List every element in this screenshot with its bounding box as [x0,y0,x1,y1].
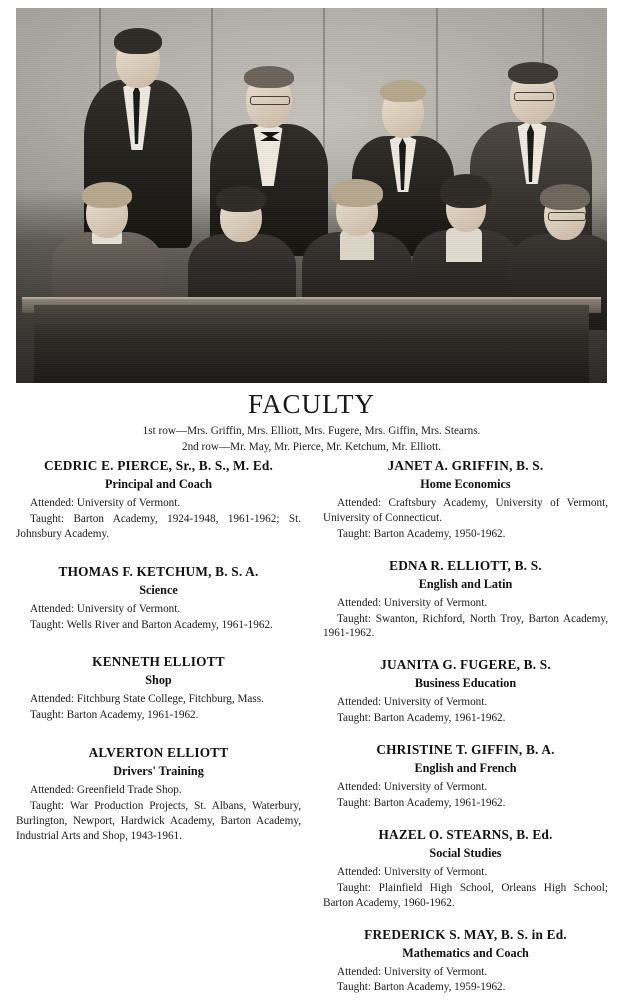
faculty-entry [323,458,608,542]
photo-background [16,8,607,383]
faculty-attended: Attended: University of Vermont. [337,596,488,609]
faculty-attended: Attended: University of Vermont. [337,965,488,978]
photo-caption [0,424,623,456]
faculty-entry [323,558,608,642]
left-column [16,458,301,1004]
faculty-group-photo [16,8,607,383]
eyeglasses [548,212,586,221]
faculty-subject: Drivers' Training [113,764,204,779]
faculty-subject: English and French [414,761,517,776]
faculty-subject: Principal and Coach [105,477,212,491]
page-title: FACULTY [247,389,376,419]
faculty-subject: Social Studies [429,845,502,860]
eyeglasses [514,92,554,101]
faculty-entry [16,564,301,633]
faculty-name: THOMAS F. KETCHUM, B. S. A. [58,563,259,579]
faculty-bio-columns [16,458,608,1004]
faculty-entry [16,654,301,723]
faculty-taught: Taught: Wells River and Barton Academy, 1961-1962. [30,618,273,631]
faculty-taught: Taught: War Production Projects, St. Albans, Waterbury, Burlington, Newport, Hardwick Academy, Barton Academy, Industrial Arts and Shop, 1943-1961. [16,800,301,842]
faculty-entry [16,745,301,844]
faculty-entry [323,742,608,811]
faculty-attended: Attended: Greenfield Trade Shop. [30,784,182,797]
caption-row-1: 1st row—Mrs. Griffin, Mrs. Elliott, Mrs. Fugere, Mrs. Giffin, Mrs. Stearns. [142,425,481,437]
faculty-name: EDNA R. ELLIOTT, B. S. [389,557,542,573]
photo-table-front [34,305,590,383]
eyeglasses [250,96,290,105]
faculty-subject: English and Latin [418,576,513,591]
faculty-name: KENNETH ELLIOTT [92,654,225,670]
faculty-entry [323,657,608,726]
faculty-entry [323,827,608,911]
faculty-subject: Business Education [414,676,517,691]
faculty-entry [16,458,301,542]
faculty-taught: Taught: Swanton, Richford, North Troy, Barton Academy, 1961-1962. [323,612,608,640]
faculty-attended: Attended: Fitchburg State College, Fitchburg, Mass. [30,693,264,706]
faculty-subject: Shop [145,673,172,688]
caption-row-2: 2nd row—Mr. May, Mr. Pierce, Mr. Ketchum, Mr. Elliott. [181,440,442,453]
faculty-name: HAZEL O. STEARNS, B. Ed. [378,826,553,842]
faculty-attended: Attended: Craftsbury Academy, University of Vermont, University of Connecticut. [323,497,608,524]
faculty-attended: Attended: University of Vermont. [30,602,181,615]
faculty-subject: Science [139,582,178,597]
faculty-subject: Home Economics [420,477,511,491]
faculty-attended: Attended: University of Vermont. [337,781,488,794]
right-column [323,458,608,1004]
faculty-taught: Taught: Barton Academy, 1961-1962. [30,709,199,722]
faculty-attended: Attended: University of Vermont. [337,696,488,709]
faculty-name: FREDERICK S. MAY, B. S. in Ed. [364,926,567,942]
faculty-attended: Attended: University of Vermont. [30,497,181,509]
faculty-taught: Taught: Barton Academy, 1950-1962. [337,527,506,540]
faculty-name: ALVERTON ELLIOTT [88,745,229,761]
faculty-name: JUANITA G. FUGERE, B. S. [380,657,551,673]
faculty-taught: Taught: Barton Academy, 1924-1948, 1961-1962; St. Johnsbury Academy. [16,512,301,540]
faculty-name: JANET A. GRIFFIN, B. S. [387,458,544,473]
faculty-taught: Taught: Barton Academy, 1959-1962. [337,981,506,994]
faculty-attended: Attended: University of Vermont. [337,865,488,878]
faculty-entry [323,927,608,996]
faculty-name: CHRISTINE T. GIFFIN, B. A. [376,742,555,758]
faculty-taught: Taught: Plainfield High School, Orleans High School; Barton Academy, 1960-1962. [323,881,608,909]
faculty-taught: Taught: Barton Academy, 1961-1962. [337,797,506,810]
faculty-name: CEDRIC E. PIERCE, Sr., B. S., M. Ed. [43,458,274,473]
faculty-subject: Mathematics and Coach [402,945,529,960]
faculty-taught: Taught: Barton Academy, 1961-1962. [337,712,506,725]
